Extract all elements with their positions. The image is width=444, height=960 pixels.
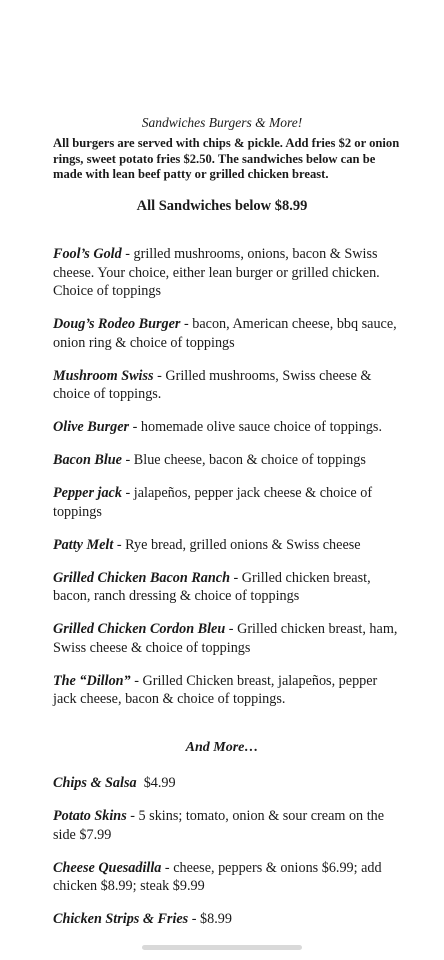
- menu-item-desc: - Rye bread, grilled onions & Swiss cheese: [113, 536, 361, 553]
- menu-item-name: Chips & Salsa: [53, 775, 137, 791]
- menu-item: [53, 315, 398, 352]
- menu-item: [53, 807, 398, 844]
- menu-item: [53, 245, 398, 301]
- menu-item-name: Fool’s Gold: [53, 246, 122, 262]
- menu-item: [53, 451, 398, 470]
- menu-item: [53, 620, 398, 657]
- menu-item-name: Doug’s Rodeo Burger: [53, 316, 181, 332]
- menu-item-desc: - Grilled chicken breast, bacon, ranch dressing & choice of toppings: [53, 569, 371, 604]
- menu-item: [53, 774, 398, 793]
- menu-item-name: Potato Skins: [53, 808, 127, 824]
- more-list: [53, 774, 398, 943]
- menu-item-desc: - $8.99: [188, 911, 232, 927]
- menu-intro: All burgers are served with chips & pickle. Add fries $2 or onion rings, sweet potato fries $2.50. The sandwiches below can be made with lean beef patty or grilled chicken breast.: [53, 136, 400, 181]
- menu-item: [53, 418, 398, 437]
- more-heading: And More…: [185, 740, 259, 755]
- menu-item-desc: - Grilled chicken breast, ham, Swiss cheese & choice of toppings: [53, 621, 398, 656]
- menu-item: [53, 536, 398, 555]
- menu-item: [53, 367, 398, 404]
- menu-item-desc: - jalapeños, pepper jack cheese & choice of toppings: [53, 485, 373, 520]
- sandwich-list: [53, 245, 398, 723]
- menu-item-name: Mushroom Swiss: [53, 367, 154, 384]
- menu-item-name: Grilled Chicken Bacon Ranch: [53, 569, 230, 586]
- menu-subtitle: Sandwiches Burgers & More!: [141, 115, 303, 130]
- menu-item-name: Olive Burger: [53, 419, 130, 435]
- menu-item-desc: - Grilled Chicken breast, jalapeños, pepper jack cheese, bacon & choice of toppings.: [53, 672, 378, 707]
- menu-item-desc: - bacon, American cheese, bbq sauce, onion ring & choice of toppings: [53, 316, 397, 351]
- menu-item-desc: - cheese, peppers & onions $6.99; add chicken $8.99; steak $9.99: [53, 859, 382, 894]
- menu-item-name: Cheese Quesadilla: [53, 859, 162, 876]
- menu-item-desc: - Blue cheese, bacon & choice of toppings: [121, 452, 366, 468]
- menu-item: [53, 672, 398, 709]
- menu-item-name: The “Dillon”: [53, 672, 131, 689]
- menu-item-desc: - 5 skins; tomato, onion & sour cream on the side $7.99: [53, 808, 385, 843]
- menu-item-name: Chicken Strips & Fries: [53, 911, 189, 927]
- menu-item: [53, 484, 398, 521]
- sandwich-price-heading: All Sandwiches below $8.99: [136, 198, 308, 214]
- menu-item: [53, 569, 398, 606]
- menu-item: [53, 859, 398, 896]
- menu-item-name: Bacon Blue: [53, 452, 122, 468]
- menu-item-name: Patty Melt: [53, 536, 114, 553]
- menu-item-name: Grilled Chicken Cordon Bleu: [53, 621, 226, 637]
- menu-item-desc: - Grilled mushrooms, Swiss cheese & choice of toppings.: [53, 367, 372, 402]
- menu-item: [53, 910, 398, 929]
- scroll-indicator[interactable]: [142, 945, 302, 950]
- menu-item-desc: - grilled mushrooms, onions, bacon & Swiss cheese. Your choice, either lean burger or grilled chicken. Choice of toppings: [53, 246, 380, 299]
- menu-item-name: Pepper jack: [53, 485, 122, 501]
- menu-item-desc: - homemade olive sauce choice of toppings.: [129, 419, 382, 435]
- menu-item-desc: $4.99: [136, 775, 176, 791]
